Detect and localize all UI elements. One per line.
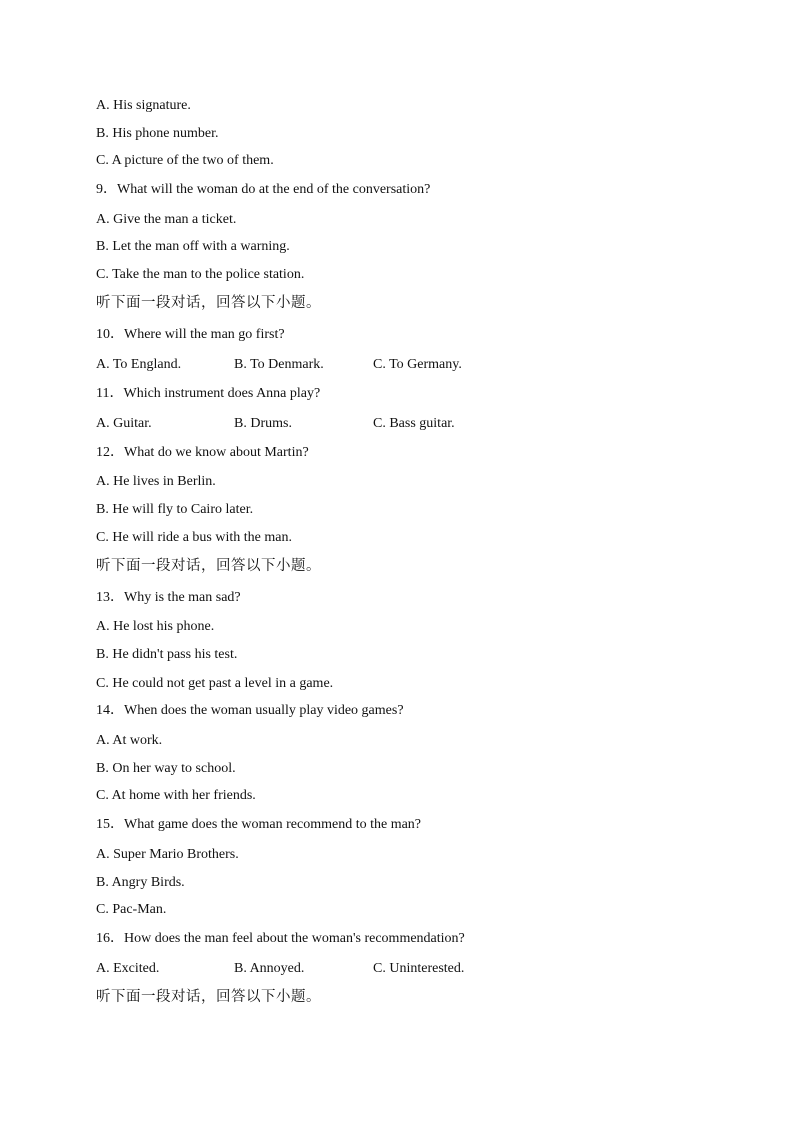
question-9: 9．What will the woman do at the end of the conversation?	[96, 182, 431, 197]
q16-option-a: A. Excited.	[96, 961, 160, 976]
question-11: 11．Which instrument does Anna play?	[96, 386, 321, 401]
question-10: 10．Where will the man go first?	[96, 327, 285, 342]
q14-option-b: B. On her way to school.	[96, 761, 236, 776]
q9-option-c: C. Take the man to the police station.	[96, 267, 305, 282]
q8-option-b: B. His phone number.	[96, 126, 219, 141]
q8-option-a: A. His signature.	[96, 98, 191, 113]
q10-option-a: A. To England.	[96, 357, 182, 372]
section-instruction: 听下面一段对话，回答以下小题。	[96, 558, 321, 574]
q14-option-a: A. At work.	[96, 733, 163, 748]
question-15: 15．What game does the woman recommend to the man?	[96, 817, 422, 832]
q10-option-b: B. To Denmark.	[234, 357, 324, 372]
q11-option-c: C. Bass guitar.	[373, 416, 455, 431]
question-12: 12．What do we know about Martin?	[96, 445, 309, 460]
q15-option-a: A. Super Mario Brothers.	[96, 847, 239, 862]
q9-option-a: A. Give the man a ticket.	[96, 212, 237, 227]
q15-option-c: C. Pac-Man.	[96, 902, 167, 917]
q11-option-a: A. Guitar.	[96, 416, 152, 431]
question-16: 16．How does the man feel about the woman's recommendation?	[96, 931, 465, 946]
question-13: 13．Why is the man sad?	[96, 590, 241, 605]
q8-option-c: C. A picture of the two of them.	[96, 153, 274, 168]
q9-option-b: B. Let the man off with a warning.	[96, 239, 290, 254]
q13-option-b: B. He didn't pass his test.	[96, 647, 238, 662]
q12-option-b: B. He will fly to Cairo later.	[96, 502, 254, 517]
section-instruction: 听下面一段对话，回答以下小题。	[96, 989, 321, 1005]
q11-option-b: B. Drums.	[234, 416, 292, 431]
q13-option-c: C. He could not get past a level in a game.	[96, 676, 334, 691]
q14-option-c: C. At home with her friends.	[96, 788, 256, 803]
question-14: 14．When does the woman usually play video games?	[96, 703, 404, 718]
q10-option-c: C. To Germany.	[373, 357, 462, 372]
q16-option-c: C. Uninterested.	[373, 961, 465, 976]
q13-option-a: A. He lost his phone.	[96, 619, 215, 634]
q16-option-b: B. Annoyed.	[234, 961, 305, 976]
q12-option-c: C. He will ride a bus with the man.	[96, 530, 292, 545]
section-instruction: 听下面一段对话，回答以下小题。	[96, 295, 321, 311]
q15-option-b: B. Angry Birds.	[96, 875, 185, 890]
q12-option-a: A. He lives in Berlin.	[96, 474, 216, 489]
